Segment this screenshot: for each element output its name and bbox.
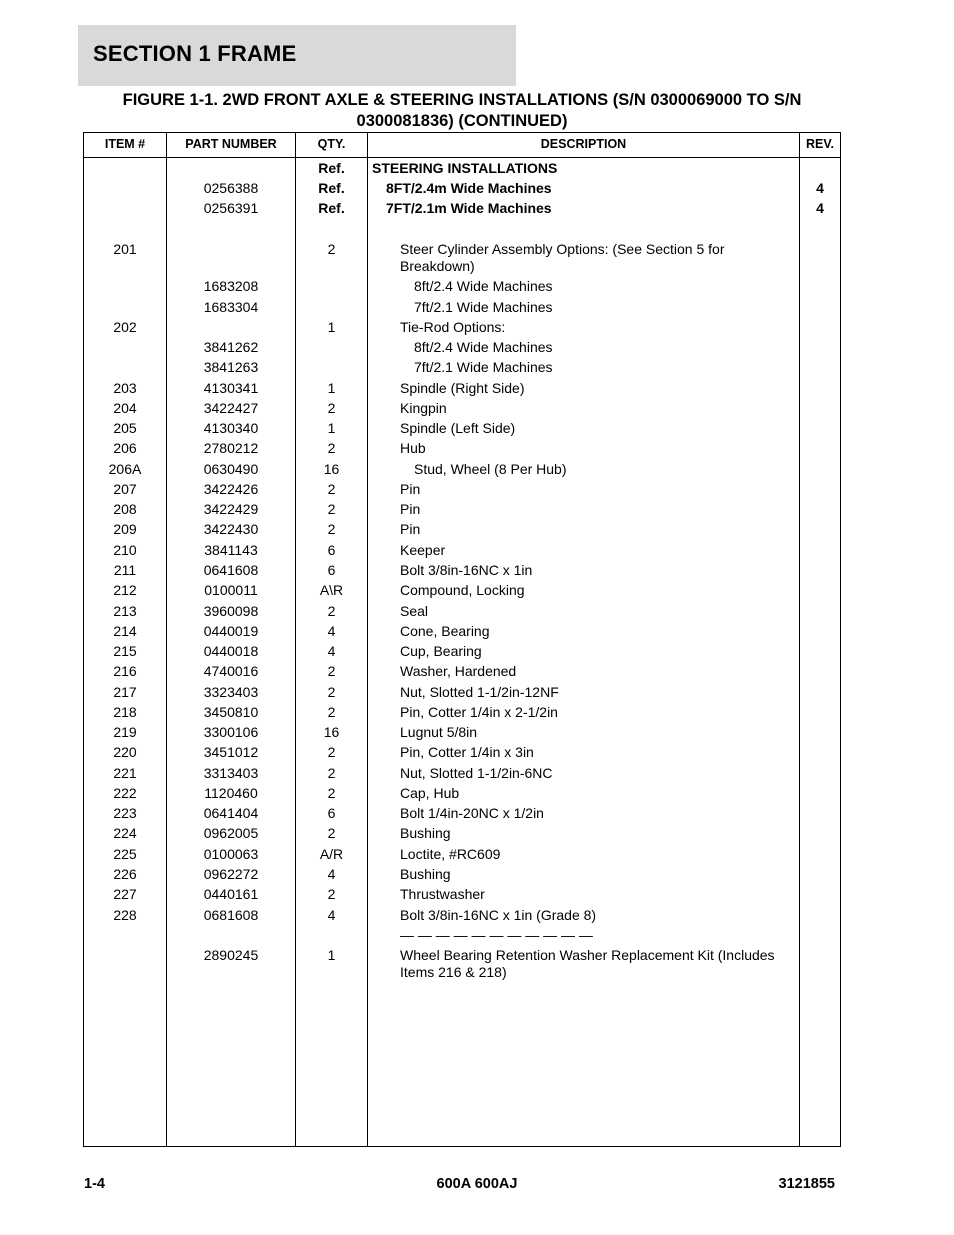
header-divider	[83, 157, 841, 158]
column-divider	[799, 132, 800, 1147]
row-part-number: 2890245	[203, 947, 259, 963]
row-part-number: 4130341	[203, 380, 259, 396]
row-item-number: 204	[113, 400, 137, 416]
footer-doc-number: 3121855	[778, 1176, 835, 1192]
row-description: Wheel Bearing Retention Washer Replacement Kit (Includes Items 216 & 218)	[400, 947, 775, 980]
row-description: Cone, Bearing	[400, 623, 490, 639]
row-quantity: A/R	[319, 846, 344, 862]
row-quantity: 2	[327, 785, 336, 801]
row-part-number: 4740016	[203, 663, 259, 679]
footer-page-number: 1-4	[84, 1176, 105, 1192]
row-part-number: 0681608	[203, 907, 259, 923]
row-part-number: 3422427	[203, 400, 259, 416]
row-quantity: 2	[327, 481, 336, 497]
row-description: STEERING INSTALLATIONS	[372, 160, 558, 176]
row-item-number: 223	[113, 805, 137, 821]
row-part-number: 0440019	[203, 623, 259, 639]
row-quantity: 1	[327, 319, 336, 335]
row-item-number: 212	[113, 582, 137, 598]
header-item: ITEM #	[104, 137, 146, 151]
row-description: Pin	[400, 481, 421, 497]
row-revision: 4	[816, 180, 824, 196]
row-description: Tie-Rod Options:	[400, 319, 506, 335]
row-item-number: 218	[113, 704, 137, 720]
row-quantity: Ref.	[318, 160, 345, 176]
row-quantity: 2	[327, 886, 336, 902]
row-description: Cup, Bearing	[400, 643, 482, 659]
row-part-number: 3323403	[203, 684, 259, 700]
row-description: 7ft/2.1 Wide Machines	[414, 359, 553, 375]
row-description: Steer Cylinder Assembly Options: (See Section 5 for Breakdown)	[400, 241, 725, 274]
row-description: Bushing	[400, 866, 451, 882]
row-quantity: 4	[327, 907, 336, 923]
row-item-number: 211	[113, 562, 137, 578]
header-qty: QTY.	[317, 137, 346, 151]
row-quantity: 2	[327, 744, 336, 760]
row-item-number: 228	[113, 907, 137, 923]
row-description: Pin	[400, 521, 421, 537]
row-quantity: 4	[327, 643, 336, 659]
row-item-number: 222	[113, 785, 137, 801]
row-part-number: 0100011	[204, 582, 258, 598]
header-description: DESCRIPTION	[540, 137, 627, 151]
figure-title: FIGURE 1-1. 2WD FRONT AXLE & STEERING INSTALLATIONS (S/N 0300069000 TO S/N 0300081836) (CONTINUED)	[122, 91, 802, 130]
row-description: 8ft/2.4 Wide Machines	[414, 339, 553, 355]
row-description: Seal	[400, 603, 429, 619]
row-item-number: 227	[113, 886, 137, 902]
row-part-number: 4130340	[203, 420, 259, 436]
footer-model: 600A 600AJ	[436, 1176, 518, 1192]
row-item-number: 220	[113, 744, 137, 760]
row-description: Bolt 1/4in-20NC x 1/2in	[400, 805, 544, 821]
row-description: Pin, Cotter 1/4in x 3in	[400, 744, 534, 760]
row-item-number: 215	[113, 643, 137, 659]
row-part-number: 1683304	[203, 299, 259, 315]
row-part-number: 3841263	[203, 359, 259, 375]
row-quantity: 2	[327, 704, 336, 720]
row-quantity: 16	[323, 724, 340, 740]
row-item-number: 226	[113, 866, 137, 882]
row-part-number: 0440018	[203, 643, 259, 659]
row-item-number: 219	[113, 724, 137, 740]
row-quantity: 1	[327, 380, 336, 396]
row-part-number: 0256388	[203, 180, 259, 196]
row-description: Washer, Hardened	[400, 663, 517, 679]
row-part-number: 0440161	[203, 886, 259, 902]
row-quantity: 1	[327, 947, 336, 963]
row-description: Hub	[400, 440, 426, 456]
row-description: 8ft/2.4 Wide Machines	[414, 278, 553, 294]
row-item-number: 209	[113, 521, 137, 537]
header-part-number: PART NUMBER	[185, 137, 277, 151]
row-item-number: 225	[113, 846, 137, 862]
row-quantity: 2	[327, 603, 336, 619]
row-part-number: 3422430	[203, 521, 259, 537]
row-revision: 4	[816, 200, 824, 216]
row-part-number: 3422426	[203, 481, 259, 497]
row-quantity: 4	[327, 866, 336, 882]
row-quantity: Ref.	[318, 200, 345, 216]
row-item-number: 214	[113, 623, 137, 639]
row-quantity: 2	[327, 684, 336, 700]
row-description: Spindle (Right Side)	[400, 380, 525, 396]
row-part-number: 1120460	[204, 785, 258, 801]
row-item-number: 206A	[108, 461, 142, 477]
row-item-number: 202	[113, 319, 137, 335]
row-part-number: 3300106	[203, 724, 259, 740]
row-item-number: 213	[113, 603, 137, 619]
row-quantity: 2	[327, 400, 336, 416]
header-rev: REV.	[805, 137, 835, 151]
row-description: Pin	[400, 501, 421, 517]
row-description: Loctite, #RC609	[400, 846, 501, 862]
row-item-number: 208	[113, 501, 137, 517]
section-title: SECTION 1 FRAME	[93, 41, 297, 66]
row-description: Thrustwasher	[400, 886, 485, 902]
row-description: Stud, Wheel (8 Per Hub)	[414, 461, 567, 477]
row-quantity: Ref.	[318, 180, 345, 196]
row-item-number: 201	[113, 241, 137, 257]
row-description: Cap, Hub	[400, 785, 460, 801]
row-part-number: 3451012	[203, 744, 259, 760]
row-description: Kingpin	[400, 400, 447, 416]
row-description: Nut, Slotted 1-1/2in-6NC	[400, 765, 553, 781]
row-description: 8FT/2.4m Wide Machines	[386, 180, 552, 196]
row-part-number: 2780212	[203, 440, 259, 456]
row-quantity: 2	[327, 241, 336, 257]
row-item-number: 224	[113, 825, 137, 841]
row-quantity: A\R	[319, 582, 344, 598]
row-item-number: 216	[113, 663, 137, 679]
row-description: 7FT/2.1m Wide Machines	[386, 200, 552, 216]
row-quantity: 2	[327, 521, 336, 537]
row-description: Spindle (Left Side)	[400, 420, 516, 436]
row-description: Bolt 3/8in-16NC x 1in	[400, 562, 533, 578]
row-part-number: 3841262	[203, 339, 259, 355]
row-part-number: 0641404	[203, 805, 259, 821]
row-quantity: 1	[327, 420, 336, 436]
row-part-number: 0100063	[203, 846, 259, 862]
row-item-number: 206	[113, 440, 137, 456]
row-description: Pin, Cotter 1/4in x 2-1/2in	[400, 704, 558, 720]
row-part-number: 3422429	[203, 501, 259, 517]
row-quantity: 16	[323, 461, 340, 477]
row-part-number: 3450810	[203, 704, 259, 720]
row-part-number: 3841143	[204, 542, 258, 558]
row-quantity: 6	[327, 562, 336, 578]
row-quantity: 2	[327, 440, 336, 456]
row-description: Bushing	[400, 825, 451, 841]
row-item-number: 210	[113, 542, 137, 558]
row-quantity: 6	[327, 805, 336, 821]
row-part-number: 0641608	[203, 562, 259, 578]
row-item-number: 221	[113, 765, 137, 781]
row-part-number: 3313403	[203, 765, 259, 781]
row-description: 7ft/2.1 Wide Machines	[414, 299, 553, 315]
row-quantity: 2	[327, 825, 336, 841]
row-part-number: 1683208	[203, 278, 259, 294]
row-description: Compound, Locking	[400, 582, 525, 598]
row-description: Keeper	[400, 542, 446, 558]
row-part-number: 3960098	[203, 603, 259, 619]
row-part-number: 0256391	[203, 200, 259, 216]
row-description: Nut, Slotted 1-1/2in-12NF	[400, 684, 559, 700]
row-quantity: 2	[327, 765, 336, 781]
row-item-number: 207	[113, 481, 137, 497]
row-description: Bolt 3/8in-16NC x 1in (Grade 8)	[400, 907, 597, 923]
row-item-number: 203	[113, 380, 137, 396]
row-quantity: 6	[327, 542, 336, 558]
row-description: Lugnut 5/8in	[400, 724, 478, 740]
row-item-number: 205	[113, 420, 137, 436]
row-part-number: 0962272	[203, 866, 259, 882]
row-description: — — — — — — — — — — —	[400, 927, 593, 943]
row-part-number: 0630490	[203, 461, 259, 477]
row-item-number: 217	[113, 684, 137, 700]
row-part-number: 0962005	[203, 825, 259, 841]
row-quantity: 2	[327, 663, 336, 679]
row-quantity: 4	[327, 623, 336, 639]
row-quantity: 2	[327, 501, 336, 517]
column-divider	[367, 132, 368, 1147]
